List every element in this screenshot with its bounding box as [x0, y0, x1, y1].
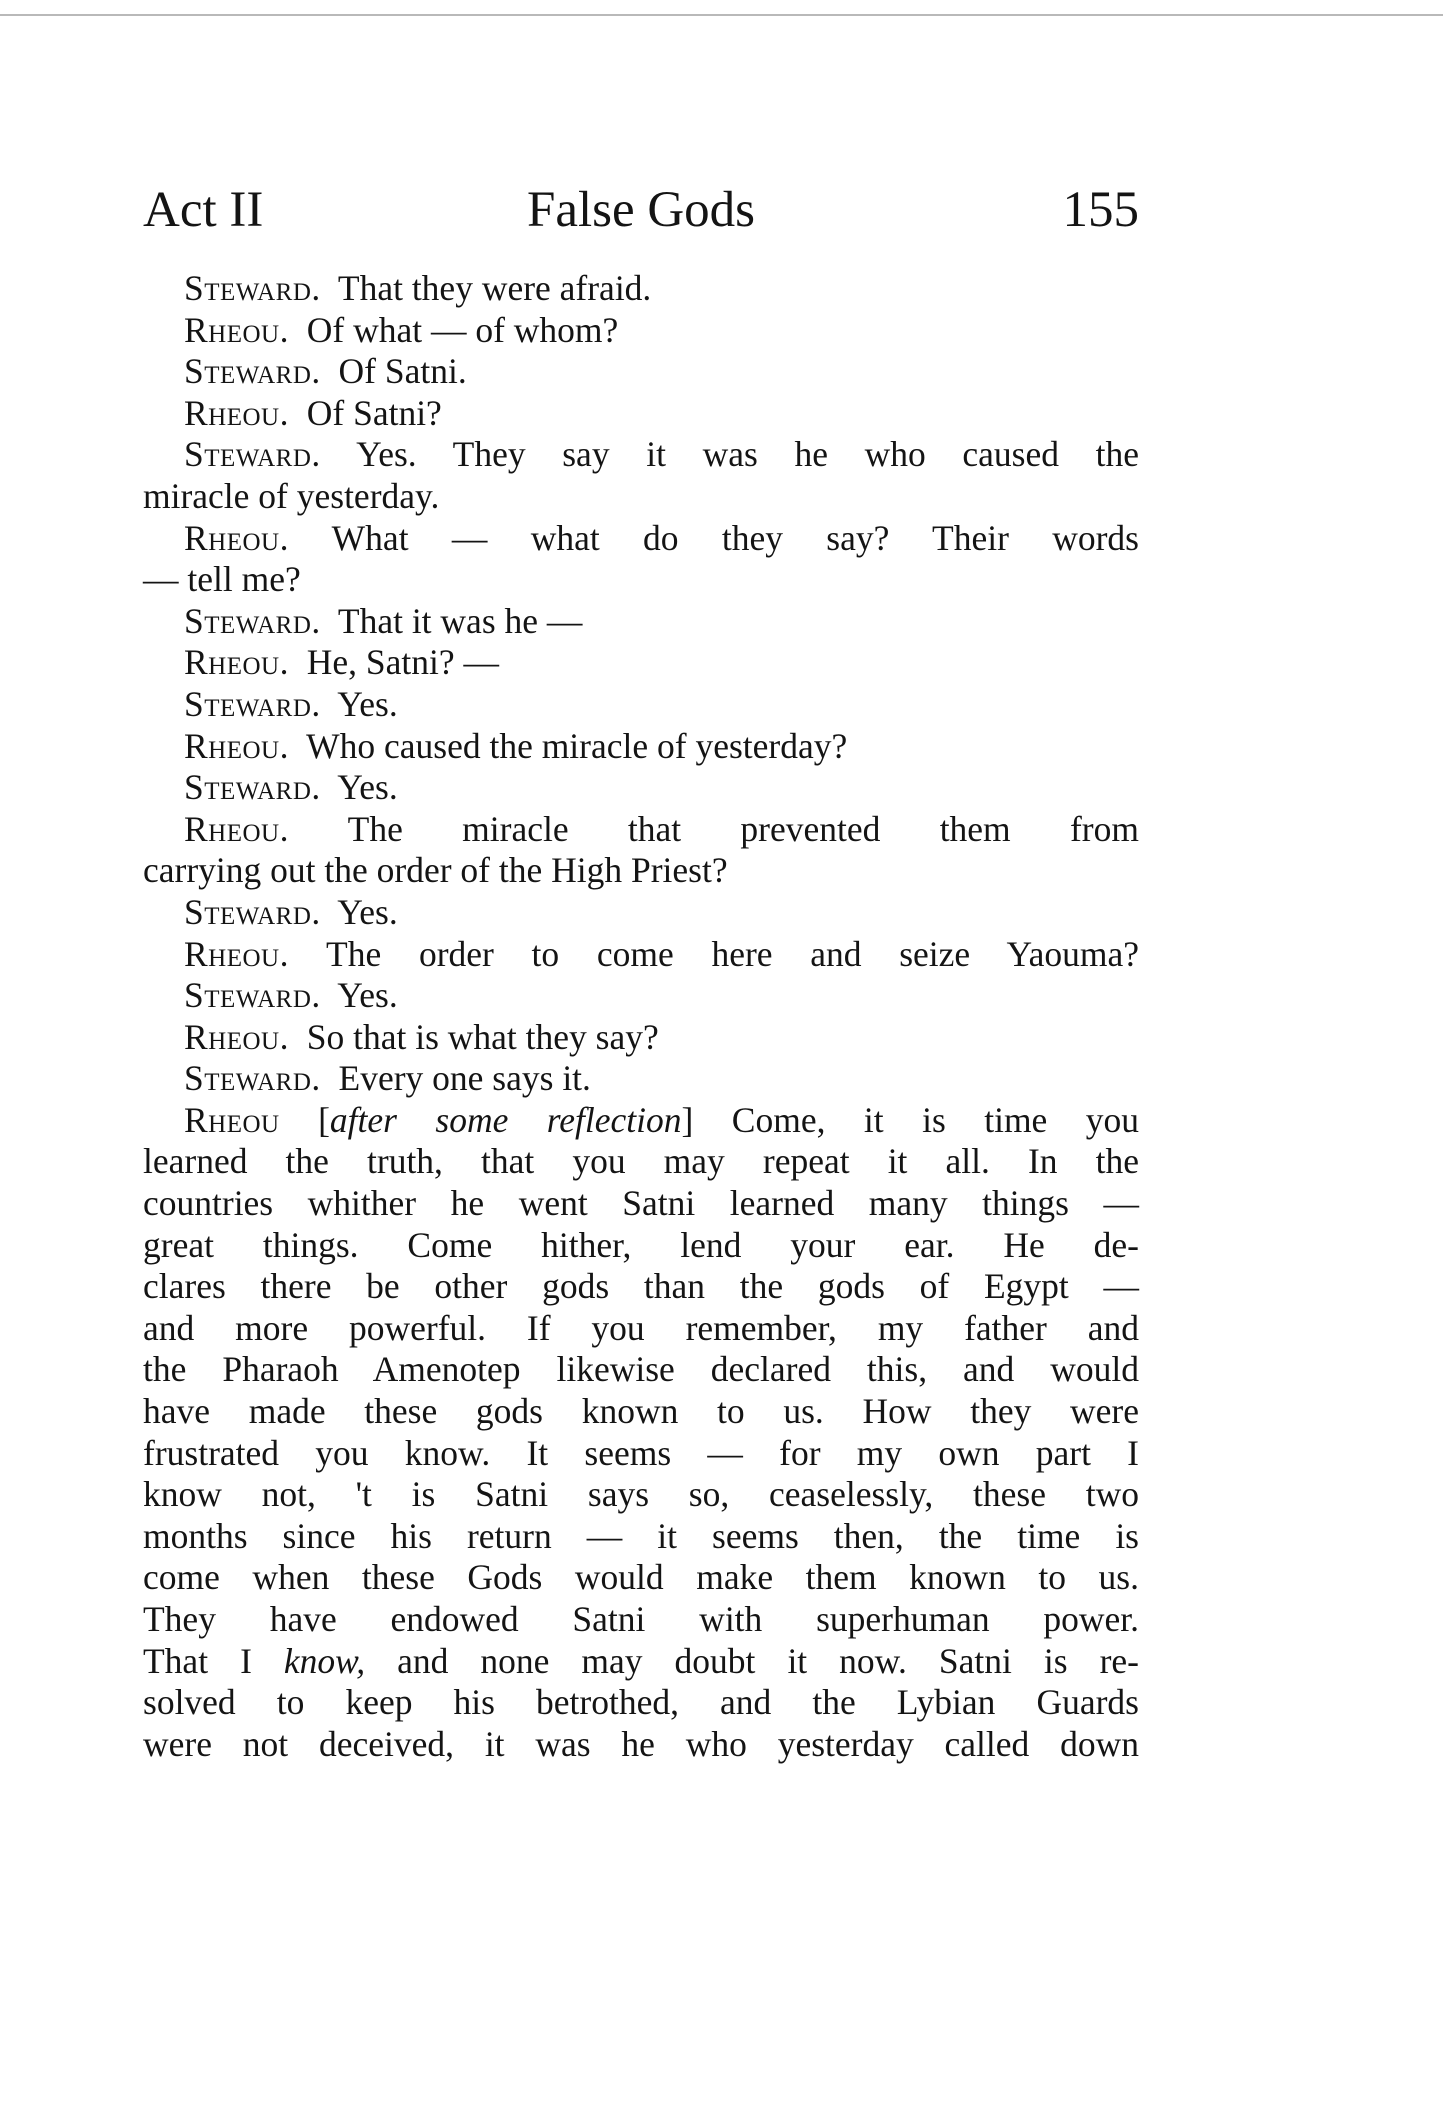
text-line — [143, 975, 1139, 1017]
text-line — [143, 1391, 1139, 1433]
speaker-name: Rheou. — [184, 933, 289, 974]
text-line — [143, 726, 1139, 768]
line-text: Yes. — [320, 891, 398, 932]
text-line — [143, 1557, 1139, 1599]
text-line — [143, 1100, 1139, 1142]
speaker-name: Rheou — [184, 1099, 280, 1140]
line-text: Of Satni? — [289, 392, 442, 433]
text-line — [143, 850, 1139, 892]
text-line — [143, 393, 1139, 435]
line-text: Yes. — [320, 975, 398, 1016]
page-number: 155 — [1062, 182, 1139, 238]
running-title: False Gods — [526, 182, 756, 238]
line-text: Yes. — [320, 683, 398, 724]
line-text: and more powerful. If you remember, my father and — [143, 1307, 1139, 1348]
line-text: Every one says it. — [320, 1058, 591, 1099]
line-text: months since his return — it seems then, the time is — [143, 1515, 1139, 1556]
text-line — [143, 559, 1139, 601]
speaker-name: Steward. — [184, 1058, 321, 1099]
speaker-name: Steward. — [184, 891, 321, 932]
text-line — [143, 1141, 1139, 1183]
text-line — [143, 310, 1139, 352]
line-text: He, Satni? — — [289, 642, 500, 683]
line-text: [ — [279, 1099, 330, 1140]
speaker-name: Rheou. — [184, 392, 289, 433]
line-text: countries whither he went Satni learned many things — — [143, 1183, 1139, 1224]
text-line — [143, 767, 1139, 809]
speaker-name: Steward. — [184, 600, 321, 641]
text-line — [143, 1017, 1139, 1059]
line-text: The order to come here and seize Yaouma? — [289, 933, 1139, 974]
stage-direction: after some reflection — [329, 1099, 682, 1140]
speaker-name: Steward. — [184, 975, 321, 1016]
text-line — [143, 892, 1139, 934]
running-head — [143, 180, 1139, 240]
line-text: were not deceived, it was he who yesterday called down — [143, 1723, 1139, 1764]
text-line — [143, 1266, 1139, 1308]
line-text: carrying out the order of the High Priest? — [143, 850, 728, 891]
text-line — [143, 601, 1139, 643]
speaker-name: Steward. — [184, 434, 321, 475]
line-text: Yes. They say it was he who caused the — [320, 434, 1139, 475]
text-line — [143, 268, 1139, 310]
text-line — [143, 1308, 1139, 1350]
top-edge-rule — [0, 14, 1443, 16]
line-text: solved to keep his betrothed, and the Lybian Guards — [143, 1682, 1139, 1723]
line-text: have made these gods known to us. How they were — [143, 1391, 1139, 1432]
text-line — [143, 1599, 1139, 1641]
line-text: That they were afraid. — [320, 268, 652, 308]
line-text: know not, 't is Satni says so, ceaselessly, these two — [143, 1474, 1139, 1515]
act-label: Act II — [143, 182, 264, 238]
speaker-name: Steward. — [184, 767, 321, 808]
speaker-name: Rheou. — [184, 808, 289, 849]
speaker-name: Steward. — [184, 683, 321, 724]
text-line — [143, 1682, 1139, 1724]
line-text: The miracle that prevented them from — [289, 808, 1139, 849]
line-text: great things. Come hither, lend your ear. He de- — [143, 1224, 1139, 1265]
text-line — [143, 476, 1139, 518]
speaker-name: Rheou. — [184, 1016, 289, 1057]
text-line — [143, 1058, 1139, 1100]
text-line — [143, 1225, 1139, 1267]
text-line — [143, 1516, 1139, 1558]
line-text: Yes. — [320, 767, 398, 808]
line-text: clares there be other gods than the gods of Egypt — — [143, 1266, 1139, 1307]
line-text: They have endowed Satni with superhuman power. — [143, 1599, 1139, 1639]
line-text: learned the truth, that you may repeat it all. In the — [143, 1141, 1139, 1182]
line-text: So that is what they say? — [289, 1016, 659, 1057]
speaker-name: Rheou. — [184, 725, 289, 766]
text-line — [143, 934, 1139, 976]
speaker-name: Rheou. — [184, 309, 289, 350]
text-line — [143, 1474, 1139, 1516]
line-text: That I — [143, 1640, 284, 1681]
speaker-name: Steward. — [184, 268, 321, 308]
text-line — [143, 684, 1139, 726]
line-text: Of Satni. — [320, 351, 467, 392]
line-text: and none may doubt it now. Satni is re- — [365, 1640, 1139, 1681]
speaker-name: Rheou. — [184, 517, 289, 558]
speaker-name: Steward. — [184, 351, 321, 392]
text-line — [143, 642, 1139, 684]
line-text: miracle of yesterday. — [143, 475, 440, 516]
text-line — [143, 1641, 1139, 1683]
emphasis-text: know, — [283, 1640, 366, 1681]
text-line — [143, 1724, 1139, 1766]
line-text: frustrated you know. It seems — for my own part I — [143, 1432, 1139, 1473]
text-line — [143, 1183, 1139, 1225]
line-text: — tell me? — [143, 559, 301, 600]
text-line — [143, 518, 1139, 560]
text-line — [143, 1349, 1139, 1391]
line-text: Who caused the miracle of yesterday? — [289, 725, 848, 766]
text-line — [143, 1433, 1139, 1475]
text-line — [143, 434, 1139, 476]
line-text: What — what do they say? Their words — [289, 517, 1139, 558]
speaker-name: Rheou. — [184, 642, 289, 683]
play-text-body — [143, 268, 1139, 1765]
text-line — [143, 809, 1139, 851]
line-text: come when these Gods would make them known to us. — [143, 1557, 1139, 1598]
line-text: That it was he — — [320, 600, 583, 641]
line-text: ] Come, it is time you — [681, 1099, 1140, 1140]
line-text: the Pharaoh Amenotep likewise declared this, and would — [143, 1349, 1139, 1390]
text-line — [143, 351, 1139, 393]
line-text: Of what — of whom? — [289, 309, 619, 350]
